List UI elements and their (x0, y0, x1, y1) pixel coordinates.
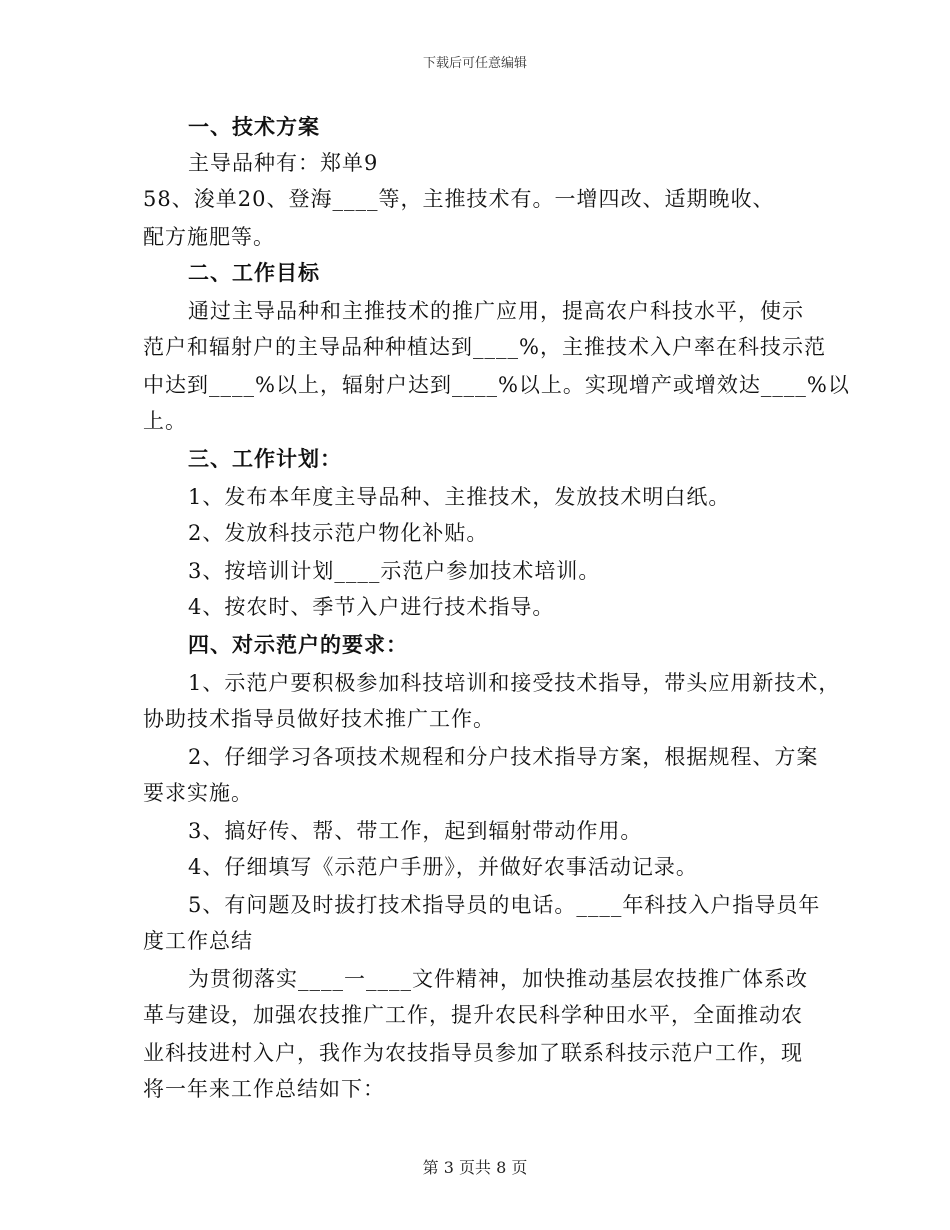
section-heading-1: 一、技术方案 (188, 114, 320, 139)
paragraph-line: 上。 (143, 409, 187, 433)
paragraph-line: 主导品种有：郑单9 (188, 151, 379, 175)
list-item: 4、按农时、季节入户进行技术指导。 (188, 595, 555, 619)
paragraph-line: 要求实施。 (143, 781, 253, 805)
paragraph-line: 度工作总结 (143, 929, 253, 953)
list-item: 1、示范户要积极参加科技培训和接受技术指导，带头应用新技术， (188, 671, 841, 695)
list-item: 5、有问题及时拔打技术指导员的电话。____年科技入户指导员年 (188, 893, 821, 917)
page-number: 第 3 页共 8 页 (422, 1158, 528, 1177)
paragraph-line: 范户和辐射户的主导品种种植达到____%，主推技术入户率在科技示范 (143, 335, 826, 359)
paragraph-line: 将一年来工作总结如下： (143, 1077, 385, 1101)
list-item: 4、仔细填写《示范户手册》，并做好农事活动记录。 (188, 855, 698, 879)
paragraph-line: 协助技术指导员做好技术推广工作。 (143, 707, 495, 731)
paragraph-line: 为贯彻落实____一____文件精神，加快推动基层农技推广体系改 (188, 967, 808, 991)
paragraph-line: 配方施肥等。 (143, 225, 275, 249)
section-heading-3: 三、工作计划： (188, 446, 342, 471)
section-heading-4: 四、对示范户的要求： (188, 632, 408, 657)
paragraph-line: 58、浚单20、登海____等，主推技术有。一增四改、适期晚收、 (143, 187, 775, 211)
page-header-note: 下载后可任意编辑 (422, 56, 527, 71)
paragraph-line: 通过主导品种和主推技术的推广应用，提高农户科技水平，使示 (188, 299, 804, 323)
list-item: 3、按培训计划____示范户参加技术培训。 (188, 559, 601, 583)
list-item: 2、仔细学习各项技术规程和分户技术指导方案，根据规程、方案 (188, 745, 819, 769)
list-item: 1、发布本年度主导品种、主推技术，发放技术明白纸。 (188, 485, 731, 509)
section-heading-2: 二、工作目标 (188, 260, 320, 285)
paragraph-line: 中达到____%以上，辐射户达到____%以上。实现增产或增效达____%以 (143, 373, 850, 397)
paragraph-line: 业科技进村入户，我作为农技指导员参加了联系科技示范户工作，现 (143, 1041, 803, 1065)
list-item: 3、搞好传、帮、带工作，起到辐射带动作用。 (188, 819, 643, 843)
list-item: 2、发放科技示范户物化补贴。 (188, 521, 489, 545)
paragraph-line: 革与建设，加强农技推广工作，提升农民科学种田水平，全面推动农 (143, 1003, 803, 1027)
